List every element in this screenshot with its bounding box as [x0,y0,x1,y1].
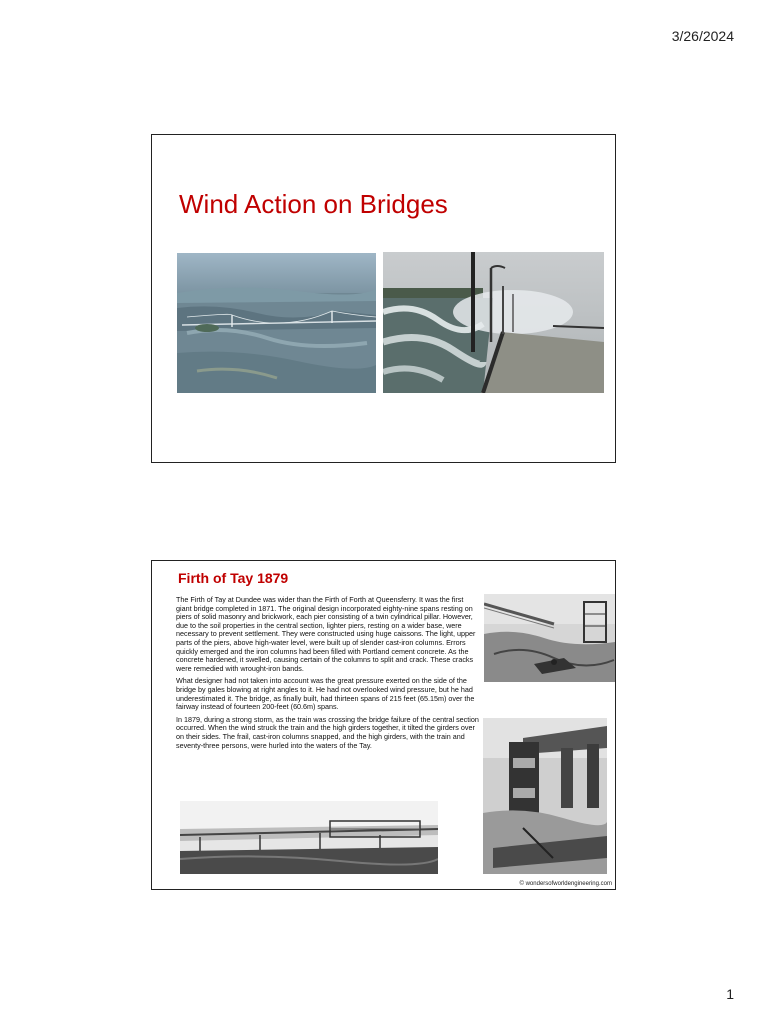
page-number: 1 [726,986,734,1002]
aerial-bridge-photo [177,253,376,393]
tay-disaster-engraving [484,594,615,682]
paragraph: In 1879, during a strong storm, as the train was crossing the bridge failure of the central section occurred. When the wind struck the train and the high girders together, it tilted the girders over on their sides. The frail, cast-iron columns snapped, and the high girders, with the train and seventy-three persons, were hurled into the waters of the Tay. [176,714,479,750]
tay-pier-photo [483,718,607,874]
slide-body-text [176,596,479,754]
slide-firth-of-tay [151,560,616,890]
storm-bridge-photo [383,252,604,393]
document-date: 3/26/2024 [671,28,734,44]
slide-wind-action [151,134,616,463]
slide-title: Wind Action on Bridges [179,189,448,219]
image-credit: © wondersofworldengineering.com [519,881,612,887]
slide-title: Firth of Tay 1879 [178,570,289,586]
tay-bridge-photo [180,801,438,874]
paragraph: The Firth of Tay at Dundee was wider than the Firth of Forth at Queensferry. It was the first giant bridge completed in 1871. The original design incorporated eighty-nine spans resting on piers of solid masonry and brickwork, each pier consisting of a twin cylindrical pillar. However, due to the soil properties in the central section, lighter piers, resting on a wider base, were necessary to prevent settlement. They were constructed using huge caissons. The light, upper parts of the piers, above high-water level, were built up of slender cast-iron columns. Errors quickly emerged and the iron columns had been filled with Portland cement concrete. As the concrete hardened, it swelled, causing certain of the columns to split and crack. These cracks were remedied with wrought-iron bands. [176,595,476,673]
paragraph: What designer had not taken into account was the great pressure exerted on the side of the bridge by gales blowing at right angles to it. He had not overlooked wind pressure, but he had underestimated it. The bridge, as finally built, had thirteen spans of 215 feet (65.15m) over the fairway instead of fourteen 200-feet (60.6m) spans. [176,676,475,712]
